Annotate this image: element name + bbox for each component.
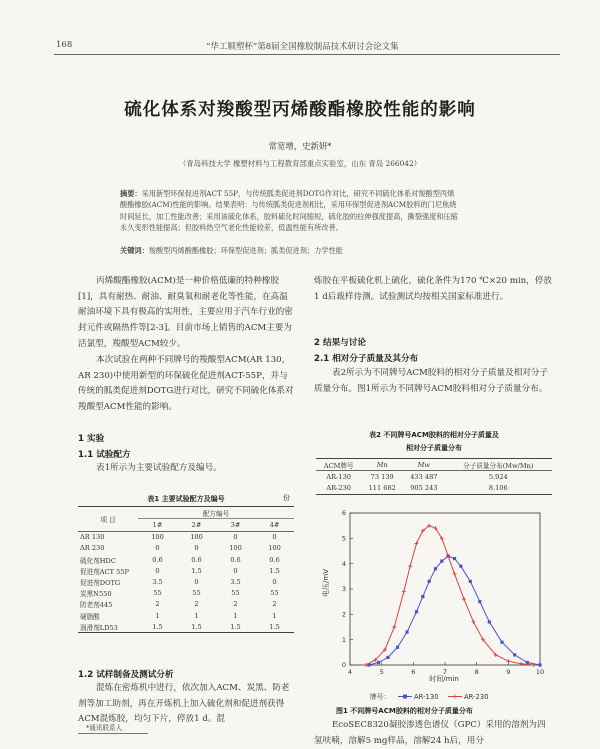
keywords xyxy=(120,245,470,256)
table1-row-label: 炭黑N550 xyxy=(80,590,112,599)
table2-header-distribution: 分子质量分布(Mw/Mn) xyxy=(463,461,534,470)
abstract-text: 采用新型环保促进剂ACT 55P，与传统胍类促进剂DOTG作对比，研究不同硫化体系对羧酸型丙烯酸酯橡胶(ACM)性能的影响。结果表明：与传统胍类促进剂相比，采用环保型促进剂ACM胶料的门尼焦烧时间延长，加工性能改善；采用该硫化体系，胶料硫化时间缩短，硫化胶的拉伸强度提高，撕裂强度和压缩永久变形性能提高；但胶料热空气老化性能较差，低温性能有所改善。 xyxy=(120,189,458,233)
intro-paragraph-2: 本次试验在两种不同牌号的羧酸型ACM(AR 130，AR 230)中使用新型的环保硫化促进剂ACT-55P，并与传统的胍类促进剂DOTG进行对比，研究不同硫化体系对羧酸型ACM性能的影响。 xyxy=(78,355,294,413)
table2-cell: 433 487 xyxy=(410,472,438,481)
data-point xyxy=(478,600,481,603)
data-point xyxy=(469,580,472,583)
data-point xyxy=(428,580,431,583)
y-tick-label: 1 xyxy=(341,635,346,644)
table1-cell: 0.6 xyxy=(269,555,280,564)
data-point xyxy=(392,625,396,629)
data-point xyxy=(421,595,424,598)
chart-legend xyxy=(370,692,489,701)
table1-cell: 0 xyxy=(194,544,199,553)
data-point xyxy=(538,663,541,666)
data-point xyxy=(364,663,368,667)
table1-cell: 0 xyxy=(233,533,238,542)
table1-row xyxy=(78,599,294,610)
table1-cell: 2 xyxy=(155,600,160,609)
table1-cell: 1.5 xyxy=(230,622,241,631)
right-continuation-text: 炼胶在平板硫化机上硫化，硫化条件为170 ℃×20 min，停放1 d后裁样待测。试验测试均按相关国家标准进行。 xyxy=(314,276,552,302)
legend-marker-ar130 xyxy=(403,695,407,699)
section-1-1-heading: 1.1 试验配方 xyxy=(78,450,131,460)
data-point xyxy=(440,560,443,563)
chart-axes xyxy=(342,509,544,676)
y-tick-label: 5 xyxy=(341,534,346,543)
table1-cell: 0 xyxy=(155,566,160,575)
y-tick-label: 4 xyxy=(341,559,346,568)
table1-cell: 1.5 xyxy=(269,622,280,631)
table2-cell: 905 243 xyxy=(410,484,438,493)
table1-row xyxy=(78,554,294,565)
data-point xyxy=(472,620,476,624)
table1-row xyxy=(78,576,294,587)
figure1-chart xyxy=(314,505,554,705)
table1-cell: 1 xyxy=(233,611,238,620)
y-tick-label: 6 xyxy=(341,509,346,518)
table1-col-4: 4# xyxy=(269,520,280,529)
table2-header-grade: ACM牌号 xyxy=(323,461,354,470)
table1-cell: 1.5 xyxy=(152,622,163,631)
table2-cell: 73 139 xyxy=(370,472,394,481)
section-1-2-text: 混炼在密炼机中进行，依次加入ACM、炭黑、防老剂等加工助剂，再在开炼机上加入硫化剂和促进剂获得ACM混炼胶，均匀下片，停放1 d。混 xyxy=(78,683,290,725)
table1-group-header: 配方编号 xyxy=(138,507,294,519)
legend-prefix: 牌号： xyxy=(370,693,391,701)
data-point xyxy=(405,630,408,633)
table2-cell: 5.924 xyxy=(488,472,508,481)
x-tick-label: 9 xyxy=(506,668,511,676)
abstract xyxy=(120,188,460,234)
table1-unit: 份 xyxy=(283,494,290,502)
data-point xyxy=(408,564,412,568)
x-axis-label: 时间/min xyxy=(429,675,459,683)
table1-cell: 0.6 xyxy=(152,555,163,564)
section-2-heading: 2 结果与讨论 xyxy=(314,338,366,348)
table1-row-label: 促进剂ACT 55P xyxy=(80,567,129,576)
table1-cell: 1.5 xyxy=(191,622,202,631)
gpc-text: EcoSEC8320凝胶渗透色谱仪（GPC）采用的溶剂为四氢呋喃，溶解5 mg样品，溶解24 h后，用分 xyxy=(314,720,546,746)
section-2-1-text: 表2所示为不同牌号ACM胶料的相对分子质量及相对分子质量分布。图1所示为不同牌号ACM胶料相对分子质量分布。 xyxy=(314,368,549,394)
table1-cell: 0 xyxy=(194,577,199,586)
table2-cell: AR-230 xyxy=(326,484,351,493)
data-point xyxy=(402,590,406,594)
table1-row xyxy=(78,610,294,621)
data-point xyxy=(506,659,510,663)
plot-frame xyxy=(350,513,540,665)
keywords-label: 关键词： xyxy=(120,246,149,255)
table1-col-2: 2# xyxy=(191,520,202,529)
section-1-heading: 1 实验 xyxy=(78,434,105,444)
table1-cell: 1 xyxy=(272,611,277,620)
affiliation: （青岛科技大学 橡塑材料与工程教育部重点实验室，山东 青岛 266042） xyxy=(178,159,422,168)
data-point xyxy=(434,567,437,570)
abstract-label: 摘要： xyxy=(120,189,142,198)
table1-cell: 100 xyxy=(151,533,164,542)
data-point xyxy=(488,620,491,623)
header-rule xyxy=(54,54,560,55)
table1-cell: 55 xyxy=(153,589,162,598)
footnote: *通讯联系人 xyxy=(86,724,123,732)
table1-row-label: 促进剂DOTG xyxy=(80,578,121,587)
table1-cell: 55 xyxy=(192,589,201,598)
table1-row xyxy=(78,588,294,599)
x-tick-label: 7 xyxy=(442,668,448,676)
table1-cell: 0 xyxy=(272,577,277,586)
table2-header-mw: Mw xyxy=(417,460,431,469)
table1-cell: 1.5 xyxy=(269,566,280,575)
table1-col-3: 3# xyxy=(230,520,241,529)
table1-row xyxy=(78,621,294,633)
authors: 常宽增，史新妍* xyxy=(268,141,332,151)
data-point xyxy=(462,597,466,601)
table2-cell: 8.106 xyxy=(488,484,508,493)
table1-cell: 100 xyxy=(190,533,203,542)
y-tick-label: 2 xyxy=(341,610,346,619)
data-point xyxy=(396,646,399,649)
x-tick-label: 5 xyxy=(379,668,384,676)
table2-cell: 111 682 xyxy=(368,484,396,493)
paper-title: 硫化体系对羧酸型丙烯酸酯橡胶性能的影响 xyxy=(124,100,476,120)
y-tick-label: 3 xyxy=(341,585,346,594)
table2-row xyxy=(316,471,552,483)
table2 xyxy=(316,458,552,495)
figure1-caption: 图1 不同牌号ACM胶料的相对分子质量分布 xyxy=(336,707,473,715)
table2-row xyxy=(316,483,552,495)
data-point xyxy=(415,541,419,545)
table1-row xyxy=(78,565,294,576)
x-tick-label: 4 xyxy=(347,668,353,676)
table1-row-label: AR 130 xyxy=(80,533,105,542)
table1-cell: 100 xyxy=(229,544,242,553)
running-header: “华工顺塑杯”第8届全国橡胶制品技术研讨会论文集 xyxy=(206,42,399,52)
data-point xyxy=(377,661,380,664)
table2-caption-line1: 表2 不同牌号ACM胶料的相对分子质量及 xyxy=(369,431,499,439)
table2-header-mn: Mn xyxy=(376,460,388,469)
legend-label-ar130: AR-130 xyxy=(414,693,439,701)
table1-row-label: AR 230 xyxy=(80,544,105,553)
data-point xyxy=(415,610,418,613)
table1-cell: 0 xyxy=(233,566,238,575)
table1-cell: 2 xyxy=(194,600,199,609)
table1-cell: 100 xyxy=(268,544,281,553)
footnote-rule xyxy=(78,733,148,734)
table2-cell: AR-130 xyxy=(326,472,351,481)
table1-row-label: 硬脂酸 xyxy=(80,612,100,621)
table1-cell: 0.6 xyxy=(191,555,202,564)
table1-cell: 1.5 xyxy=(191,566,202,575)
table2-caption-line2: 相对分子质量分布 xyxy=(406,444,462,452)
table1 xyxy=(78,506,294,633)
x-tick-label: 10 xyxy=(535,668,545,676)
table1-cell: 0.6 xyxy=(230,555,241,564)
data-point xyxy=(526,661,529,664)
table1-col-1: 1# xyxy=(152,520,163,529)
legend-label-ar230: AR-230 xyxy=(464,693,489,701)
data-point xyxy=(513,653,516,656)
data-point xyxy=(386,656,389,659)
legend-marker-ar230: + xyxy=(451,692,459,701)
table1-cell: 0 xyxy=(272,533,277,542)
table1-caption: 表1 主要试验配方及编号 xyxy=(147,495,225,503)
table1-cell: 3.5 xyxy=(230,577,241,586)
section-2-1-heading: 2.1 相对分子质量及其分布 xyxy=(314,354,419,364)
table1-cell: 1 xyxy=(155,611,160,620)
table1-cell: 55 xyxy=(231,589,240,598)
table1-cell: 3.5 xyxy=(152,577,163,586)
data-point xyxy=(453,557,456,560)
table1-row-label: 防老剂445 xyxy=(80,601,113,610)
chart-series xyxy=(364,524,542,667)
intro-paragraph-1: 丙烯酸酯橡胶(ACM)是一种价格低廉的特种橡胶[1]，具有耐热、耐油、耐臭氧和耐老化等性能，在高温耐油环境下具有极高的实用性，主要应用于汽车行业的密封元件或隔热件等[2-3]。目前市场上销售的ACM主要为活氯型，羧酸型ACM较少。 xyxy=(78,276,293,349)
x-tick-label: 8 xyxy=(474,668,479,676)
keywords-text: 羧酸型丙烯酸酯橡胶；环保型促进剂；胍类促进剂；力学性能 xyxy=(148,246,343,255)
y-tick-label: 0 xyxy=(341,661,346,670)
table1-cell: 2 xyxy=(233,600,238,609)
data-point xyxy=(459,565,462,568)
table1-row-label: 润滑剂LD53 xyxy=(80,623,118,632)
data-point xyxy=(500,641,503,644)
table1-row xyxy=(78,531,294,543)
table1-cell: 0 xyxy=(155,544,160,553)
table1-row-label: 硫化剂HDC xyxy=(80,556,116,565)
table1-row xyxy=(78,543,294,554)
table1-cell: 55 xyxy=(270,589,279,598)
series-line-ar-230 xyxy=(366,526,534,665)
table1-item-header: 项 目 xyxy=(78,507,138,532)
table1-cell: 1 xyxy=(194,611,199,620)
y-axis-label: 电压/mV xyxy=(322,569,330,597)
x-tick-label: 6 xyxy=(411,668,416,676)
data-point xyxy=(453,572,457,576)
page-number: 168 xyxy=(56,40,73,50)
section-1-2-heading: 1.2 试样制备及测试分析 xyxy=(78,670,174,680)
table1-cell: 2 xyxy=(272,600,277,609)
section-1-1-text: 表1所示为主要试验配方及编号。 xyxy=(96,463,222,473)
